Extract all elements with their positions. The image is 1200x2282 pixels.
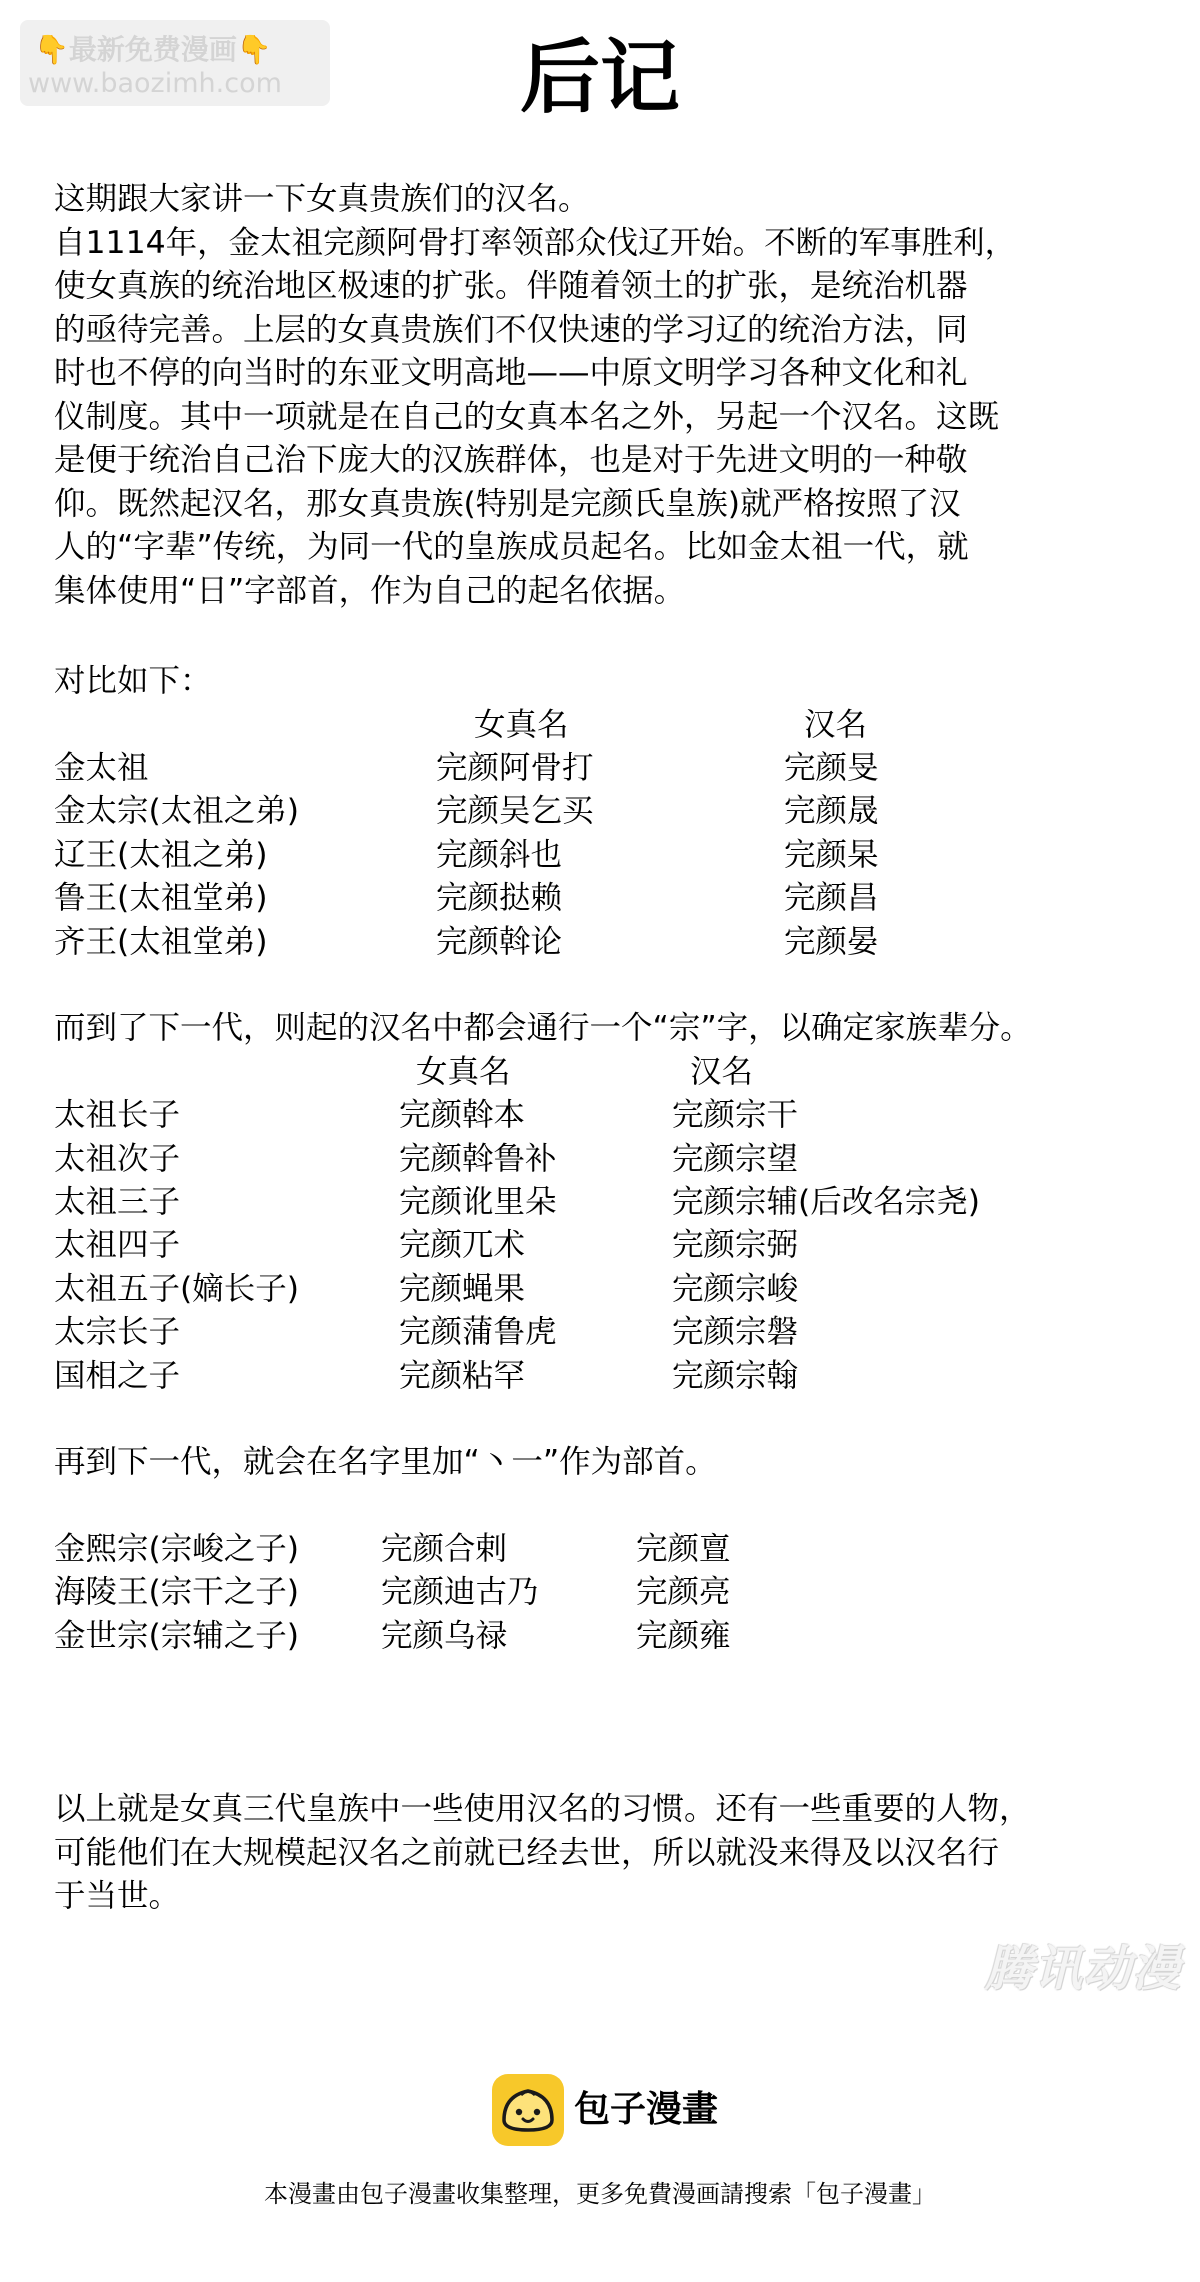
brand-name: 包子漫畫 <box>574 2089 719 2130</box>
table-row <box>0 1181 1200 1225</box>
han-name-cell: 完颜昌 <box>784 880 879 916</box>
person-cell: 太祖三子 <box>54 1184 181 1220</box>
table-row <box>0 1528 1200 1572</box>
section2-intro: 而到了下一代，则起的汉名中都会通行一个“宗”字，以确定家族辈分。 <box>54 1010 1032 1046</box>
jurchen-name-cell: 完颜斡鲁补 <box>399 1141 557 1177</box>
table-row <box>0 834 1200 878</box>
conclusion-line: 于当世。 <box>54 1878 181 1914</box>
jurchen-name-cell: 完颜斜也 <box>436 837 563 873</box>
header-han-name: 汉名 <box>804 707 868 743</box>
han-name-cell: 完颜亶 <box>636 1531 731 1567</box>
intro-line: 时也不停的向当时的东亚文明高地——中原文明学习各种文化和礼 <box>54 355 968 391</box>
header-jurchen-name: 女真名 <box>474 707 569 743</box>
person-cell: 国相之子 <box>54 1358 181 1394</box>
table-row <box>0 1311 1200 1355</box>
jurchen-name-cell: 完颜挞赖 <box>436 880 563 916</box>
jurchen-name-cell: 完颜兀术 <box>399 1227 526 1263</box>
section3-intro: 再到下一代，就会在名字里加“丶一”作为部首。 <box>54 1444 717 1480</box>
person-cell: 太祖四子 <box>54 1227 181 1263</box>
jurchen-name-cell: 完颜吴乞买 <box>436 793 594 829</box>
conclusion-line: 以上就是女真三代皇族中一些使用汉名的习惯。还有一些重要的人物， <box>54 1791 1031 1827</box>
person-cell: 辽王(太祖之弟) <box>54 837 268 873</box>
intro-line: 是便于统治自己治下庞大的汉族群体，也是对于先进文明的一种敬 <box>54 442 968 478</box>
person-cell: 太宗长子 <box>54 1314 181 1350</box>
watermark-line1: 👇最新免费漫画👇 <box>34 33 272 66</box>
table-row <box>0 921 1200 965</box>
jurchen-name-cell: 完颜乌禄 <box>381 1618 508 1654</box>
jurchen-name-cell: 完颜合剌 <box>381 1531 508 1567</box>
intro-line: 的亟待完善。上层的女真贵族们不仅快速的学习辽的统治方法，同 <box>54 311 968 348</box>
han-name-cell: 完颜杲 <box>784 837 879 873</box>
conclusion-paragraph <box>54 1788 1164 1919</box>
jurchen-name-cell: 完颜粘罕 <box>399 1358 526 1394</box>
han-name-cell: 完颜旻 <box>784 750 879 786</box>
jurchen-name-cell: 完颜迪古乃 <box>381 1574 539 1610</box>
person-cell: 金太宗(太祖之弟) <box>54 793 300 829</box>
person-cell: 太祖次子 <box>54 1141 181 1177</box>
pointing-hand-icon: 👇 <box>34 33 69 66</box>
han-name-cell: 完颜宗峻 <box>672 1271 799 1307</box>
intro-line: 集体使用“日”字部首，作为自己的起名依据。 <box>54 572 686 609</box>
han-name-cell: 完颜宗翰 <box>672 1358 799 1394</box>
han-name-cell: 完颜晏 <box>784 924 879 960</box>
header-han-name: 汉名 <box>690 1054 754 1090</box>
table-row <box>0 877 1200 921</box>
table-row <box>0 1571 1200 1615</box>
table-row <box>0 1138 1200 1182</box>
person-cell: 金熙宗(宗峻之子) <box>54 1531 300 1567</box>
intro-line: 使女真族的统治地区极速的扩张。伴随着领土的扩张，是统治机器 <box>54 268 968 304</box>
watermark-url: www.baozimh.com <box>28 68 282 99</box>
tencent-comic-watermark: 腾讯动漫 <box>985 1941 1182 1997</box>
table-row <box>0 747 1200 791</box>
han-name-cell: 完颜宗干 <box>672 1097 799 1133</box>
table-row <box>0 790 1200 834</box>
table-row <box>0 1355 1200 1399</box>
jurchen-name-cell: 完颜讹里朵 <box>399 1184 557 1220</box>
table-row <box>0 1615 1200 1659</box>
han-name-cell: 完颜晟 <box>784 793 879 829</box>
person-cell: 海陵王(宗干之子) <box>54 1574 300 1610</box>
person-cell: 鲁王(太祖堂弟) <box>54 880 268 916</box>
footer-note: 本漫畫由包子漫畫收集整理，更多免費漫画請搜索「包子漫畫」 <box>264 2180 936 2208</box>
table-row <box>0 1094 1200 1138</box>
jurchen-name-cell: 完颜阿骨打 <box>436 750 594 786</box>
section1-intro: 对比如下： <box>54 663 212 699</box>
conclusion-line: 可能他们在大规模起汉名之前就已经去世，所以就没来得及以汉名行 <box>54 1834 1000 1871</box>
pointing-hand-icon: 👇 <box>236 33 272 66</box>
han-name-cell: 完颜宗磐 <box>672 1314 799 1350</box>
person-cell: 太祖五子(嫡长子) <box>54 1271 300 1307</box>
intro-line: 仰。既然起汉名，那女真贵族(特别是完颜氏皇族)就严格按照了汉 <box>54 485 961 522</box>
jurchen-name-cell: 完颜蒲鲁虎 <box>399 1314 557 1350</box>
person-cell: 金太祖 <box>54 750 149 786</box>
jurchen-name-cell: 完颜蝇果 <box>399 1271 526 1307</box>
han-name-cell: 完颜宗辅(后改名宗尧) <box>672 1184 981 1220</box>
intro-line: 自1114年，金太祖完颜阿骨打率领部众伐辽开始。不断的军事胜利， <box>54 224 1017 261</box>
jurchen-name-cell: 完颜斡论 <box>436 924 563 960</box>
section1-header-row <box>0 704 1200 748</box>
intro-line: 仪制度。其中一项就是在自己的女真本名之外，另起一个汉名。这既 <box>54 398 1000 435</box>
person-cell: 金世宗(宗辅之子) <box>54 1618 300 1654</box>
table-row <box>0 1224 1200 1268</box>
han-name-cell: 完颜亮 <box>636 1574 731 1610</box>
table-row <box>0 1268 1200 1312</box>
intro-line: 人的“字辈”传统，为同一代的皇族成员起名。比如金太祖一代，就 <box>54 529 969 565</box>
person-cell: 齐王(太祖堂弟) <box>54 924 268 960</box>
han-name-cell: 完颜宗弼 <box>672 1227 799 1263</box>
jurchen-name-cell: 完颜斡本 <box>399 1097 526 1133</box>
page-title: 后记 <box>520 31 680 124</box>
intro-paragraph <box>54 178 1164 613</box>
baozi-logo-icon <box>492 2074 564 2146</box>
section2-header-row <box>0 1051 1200 1095</box>
han-name-cell: 完颜宗望 <box>672 1141 799 1177</box>
han-name-cell: 完颜雍 <box>636 1618 731 1654</box>
header-jurchen-name: 女真名 <box>416 1054 511 1090</box>
intro-line: 这期跟大家讲一下女真贵族们的汉名。 <box>54 181 590 217</box>
person-cell: 太祖长子 <box>54 1097 181 1133</box>
